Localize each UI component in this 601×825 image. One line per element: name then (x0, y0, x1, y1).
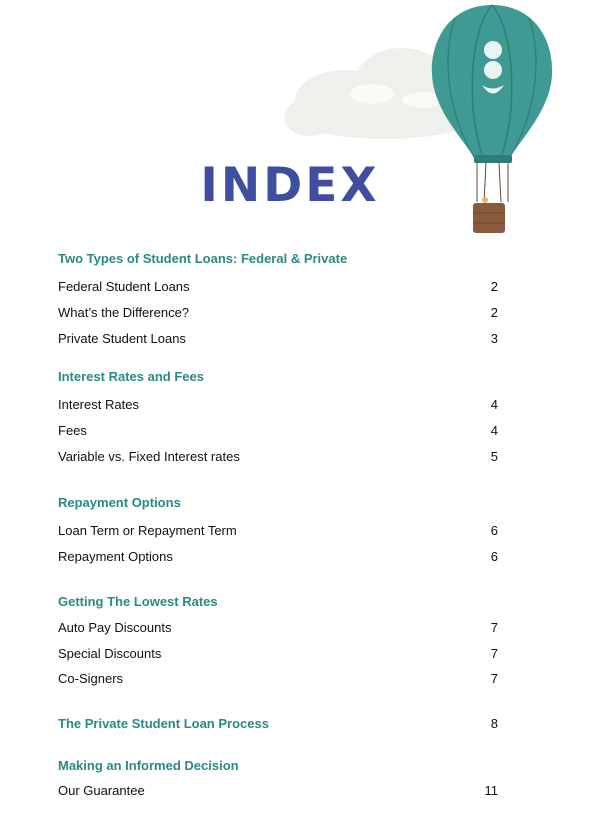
entry-label: Variable vs. Fixed Interest rates (58, 449, 240, 464)
entry-label: Loan Term or Repayment Term (58, 523, 237, 538)
entry-page: 5 (490, 449, 498, 464)
entry-label: Co-Signers (58, 671, 124, 686)
entry-page: 6 (490, 549, 498, 564)
entry-page: 7 (490, 671, 498, 686)
section-heading: Two Types of Student Loans: Federal & Private (58, 251, 348, 266)
section-heading: The Private Student Loan Process (58, 716, 269, 731)
section-heading: Interest Rates and Fees (58, 369, 204, 384)
entry-label: Private Student Loans (58, 331, 186, 346)
entry-label: What’s the Difference? (58, 305, 190, 320)
entry-page: 7 (490, 646, 498, 661)
section-heading: Getting The Lowest Rates (58, 594, 218, 609)
entry-label: Federal Student Loans (58, 279, 190, 294)
entry-page: 2 (490, 279, 498, 294)
entry-label: Interest Rates (58, 397, 139, 412)
entry-page: 4 (490, 423, 498, 438)
entry-page: 3 (490, 331, 498, 346)
section-heading: Repayment Options (58, 495, 181, 510)
entry-page: 2 (490, 305, 498, 320)
entry-page: 11 (484, 783, 498, 798)
entry-page: 7 (490, 620, 498, 635)
section-heading: Making an Informed Decision (58, 758, 239, 773)
entry-page: 8 (490, 716, 498, 731)
entry-label: Auto Pay Discounts (58, 620, 172, 635)
entry-page: 6 (490, 523, 498, 538)
entry-label: Fees (58, 423, 87, 438)
entry-page: 4 (490, 397, 498, 412)
entry-label: Special Discounts (58, 646, 162, 661)
entry-label: Our Guarantee (58, 783, 145, 798)
entry-label: Repayment Options (58, 549, 173, 564)
page-title: INDEX (200, 158, 380, 213)
